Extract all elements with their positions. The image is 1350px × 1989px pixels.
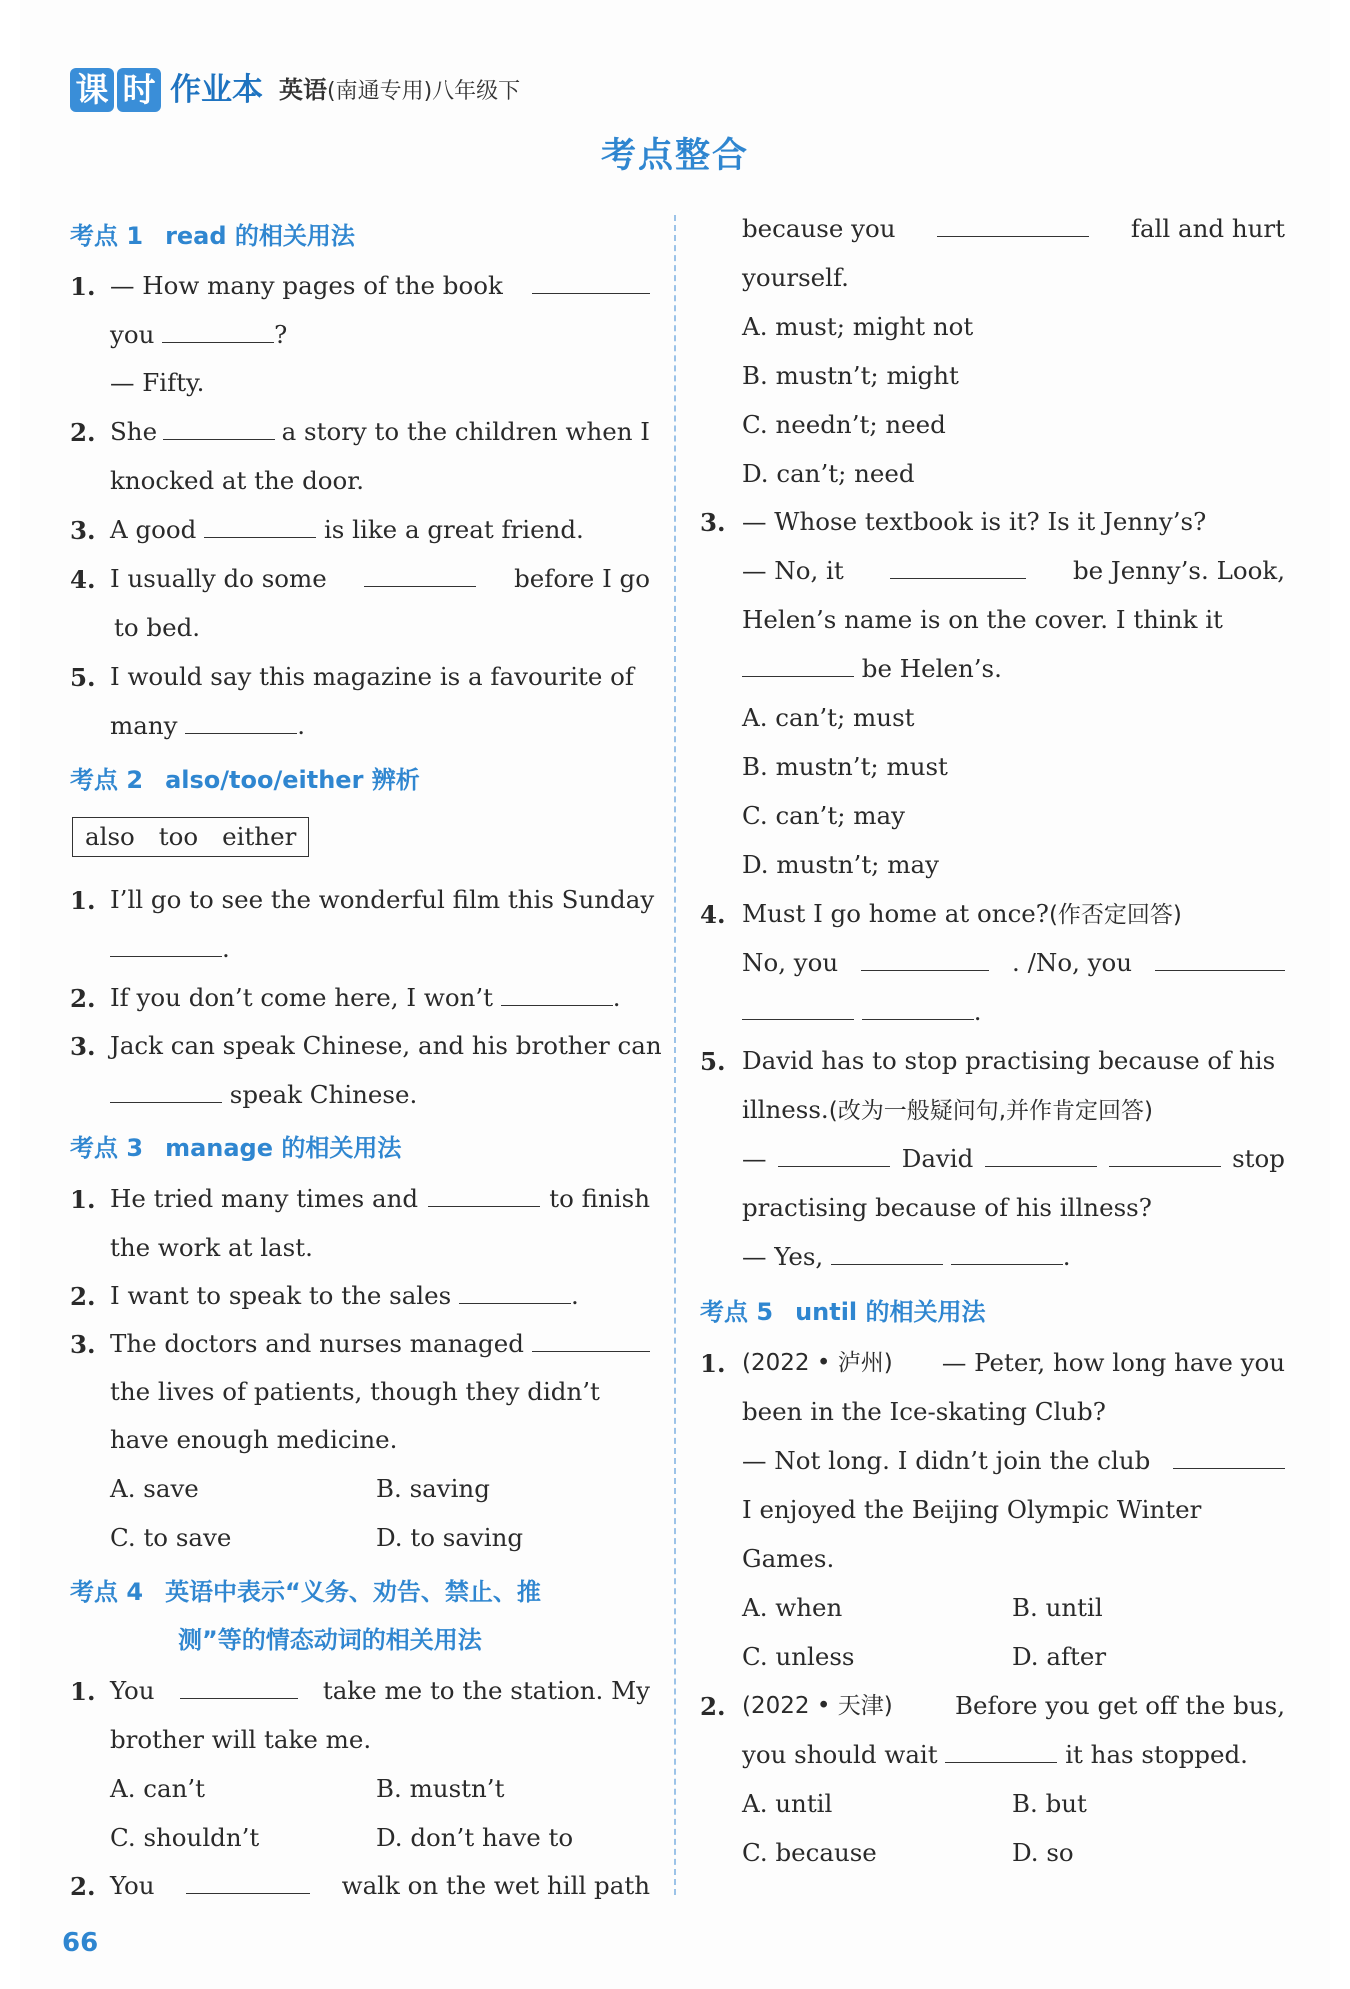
question-line: [742, 1495, 1285, 1525]
question-text: . /No, you: [1012, 948, 1133, 977]
section-number: 考点 5: [700, 1298, 774, 1326]
section-title: until 的相关用法: [795, 1298, 986, 1326]
page-title: 考点整合: [600, 136, 749, 176]
question-text: I would say this magazine is a favourite of: [110, 662, 634, 691]
answer-blank[interactable]: [862, 997, 974, 1020]
question-line: [742, 1446, 1285, 1476]
section-2-heading: [70, 760, 420, 795]
question-line: [742, 605, 1285, 635]
question-text: — No, it: [742, 556, 844, 585]
answer-blank[interactable]: [110, 934, 222, 957]
section-number: 考点 2: [70, 766, 144, 794]
question-text: Jack can speak Chinese, and his brother can: [110, 1031, 662, 1060]
answer-blank[interactable]: [180, 1676, 298, 1699]
question-text: be Jenny’s. Look,: [1072, 556, 1285, 585]
option-b[interactable]: B. mustn’t; must: [742, 752, 948, 781]
question-text: speak Chinese.: [229, 1080, 418, 1109]
question-number: 2.: [70, 984, 96, 1013]
question-text: — Yes,: [742, 1242, 824, 1271]
question-text: You: [110, 1871, 155, 1900]
answer-blank[interactable]: [185, 711, 297, 734]
answer-blank[interactable]: [1173, 1446, 1285, 1469]
logo-char-1: 课: [70, 68, 114, 112]
question-number: 3.: [700, 508, 726, 537]
question-text: it has stopped.: [1065, 1740, 1248, 1769]
question-line: [110, 662, 650, 692]
question-text: I’ll go to see the wonderful film this Sunday: [110, 885, 655, 914]
question-line: [110, 1281, 579, 1311]
section-1-heading: [70, 216, 355, 251]
answer-blank[interactable]: [951, 1242, 1063, 1265]
instruction-text: (改为一般疑问句,并作肯定回答): [828, 1098, 1153, 1124]
question-text: .: [973, 997, 982, 1026]
option-c[interactable]: C. because: [742, 1838, 877, 1867]
question-text: take me to the station. My: [322, 1676, 650, 1705]
question-number: 3.: [70, 1032, 96, 1061]
section-title: also/too/either 辨析: [165, 766, 420, 794]
logo-char-2: 时: [117, 68, 161, 112]
answer-blank[interactable]: [364, 564, 476, 587]
question-number: 5.: [700, 1047, 726, 1076]
section-title: read 的相关用法: [165, 222, 355, 250]
question-text: you should wait: [742, 1740, 938, 1769]
question-line: [742, 1046, 1285, 1076]
option-a[interactable]: A. can’t; must: [742, 703, 915, 732]
source-tag: (2022 • 天津): [742, 1693, 893, 1719]
question-line: [110, 1377, 650, 1407]
answer-blank[interactable]: [1109, 1144, 1221, 1167]
question-text: — Not long. I didn’t join the club: [742, 1446, 1151, 1475]
option-b[interactable]: B. until: [1012, 1593, 1103, 1622]
option-a[interactable]: A. must; might not: [742, 312, 974, 341]
question-text: knocked at the door.: [110, 466, 365, 495]
question-line: [742, 556, 1285, 586]
question-line: [742, 214, 1285, 244]
source-tag: (2022 • 泸州): [742, 1350, 893, 1376]
question-line: [110, 1329, 650, 1359]
answer-blank[interactable]: [1155, 948, 1285, 971]
question-text: Must I go home at once?: [742, 899, 1049, 928]
option-b[interactable]: B. but: [1012, 1789, 1087, 1818]
question-number: 5.: [70, 663, 96, 692]
question-line: [110, 885, 655, 915]
answer-blank[interactable]: [204, 515, 316, 538]
subject-name: 英语: [279, 76, 327, 104]
question-line: [110, 417, 650, 447]
option-c[interactable]: C. to save: [110, 1523, 232, 1552]
question-number: 2.: [70, 1282, 96, 1311]
section-4-heading: [70, 1572, 541, 1607]
question-text: — Whose textbook is it? Is it Jenny’s?: [742, 507, 1207, 536]
question-text: ?: [274, 320, 288, 349]
question-text: — How many pages of the book: [110, 271, 503, 300]
option-a[interactable]: A. can’t: [110, 1774, 206, 1803]
section-title: 英语中表示“义务、劝告、禁止、推: [165, 1578, 541, 1606]
option-a[interactable]: A. save: [110, 1474, 199, 1503]
question-number: 1.: [70, 1185, 96, 1214]
section-title: manage 的相关用法: [165, 1134, 402, 1162]
question-text: I usually do some: [110, 564, 327, 593]
question-number: 3.: [70, 516, 96, 545]
answer-blank[interactable]: [890, 556, 1026, 579]
question-text: stop: [1232, 1144, 1285, 1173]
option-b[interactable]: B. saving: [376, 1474, 490, 1503]
question-number: 4.: [700, 900, 726, 929]
question-line: [742, 1740, 1248, 1770]
option-d[interactable]: D. can’t; need: [742, 459, 915, 488]
answer-blank[interactable]: [937, 214, 1089, 237]
option-c[interactable]: C. shouldn’t: [110, 1823, 260, 1852]
word-bank-item: too: [158, 822, 199, 851]
question-text: David has to stop practising because of his: [742, 1046, 1276, 1075]
question-text: Helen’s name is on the cover. I think it: [742, 605, 1223, 634]
question-text: I enjoyed the Beijing Olympic Winter: [742, 1495, 1202, 1524]
question-line: [742, 1691, 1285, 1721]
question-line: [110, 1184, 650, 1214]
answer-blank[interactable]: [831, 1242, 943, 1265]
question-line: [742, 654, 1002, 684]
question-text: to finish: [549, 1184, 650, 1213]
question-line: [110, 320, 287, 350]
question-line: [110, 1031, 662, 1061]
question-text: illness.: [742, 1095, 829, 1124]
answer-blank[interactable]: [428, 1184, 540, 1207]
question-number: 1.: [700, 1349, 726, 1378]
question-text: I want to speak to the sales: [110, 1281, 452, 1310]
question-text: —: [742, 1144, 767, 1173]
logo: [70, 68, 263, 112]
column-divider: [674, 215, 676, 1895]
option-c[interactable]: C. can’t; may: [742, 801, 905, 830]
option-d[interactable]: D. after: [1012, 1642, 1107, 1671]
question-text: brother will take me.: [110, 1725, 372, 1754]
page-number: 66: [62, 1928, 99, 1958]
question-line: [110, 1871, 650, 1901]
question-text: is like a great friend.: [323, 515, 584, 544]
answer-blank[interactable]: [945, 1740, 1057, 1763]
question-number: 1.: [70, 272, 96, 301]
answer-blank[interactable]: [985, 1144, 1097, 1167]
question-number: 2.: [70, 418, 96, 447]
answer-blank[interactable]: [162, 320, 274, 343]
question-line: [742, 899, 1182, 930]
word-bank-item: either: [222, 822, 297, 851]
question-text: have enough medicine.: [110, 1425, 398, 1454]
question-number: 2.: [700, 1692, 726, 1721]
question-line: [742, 1348, 1285, 1378]
answer-blank[interactable]: [532, 1329, 650, 1352]
question-text: He tried many times and: [110, 1184, 419, 1213]
question-text: .: [222, 934, 230, 963]
question-text: Before you get off the bus,: [955, 1691, 1285, 1720]
answer-blank[interactable]: [742, 654, 854, 677]
option-c[interactable]: C. needn’t; need: [742, 410, 946, 439]
question-text: yourself.: [742, 263, 849, 292]
question-text: .: [297, 711, 306, 740]
question-text: to bed.: [114, 613, 201, 642]
answer-blank[interactable]: [163, 417, 275, 440]
option-d[interactable]: D. to saving: [376, 1523, 524, 1552]
question-text: the work at last.: [110, 1233, 313, 1262]
answer-blank[interactable]: [861, 948, 989, 971]
question-number: 1.: [70, 886, 96, 915]
answer-blank[interactable]: [778, 1144, 890, 1167]
answer-blank[interactable]: [110, 1080, 222, 1103]
question-text: .: [612, 983, 621, 1012]
option-a[interactable]: A. until: [742, 1789, 833, 1818]
question-number: 4.: [70, 565, 96, 594]
answer-blank[interactable]: [742, 997, 854, 1020]
question-text: before I go: [514, 564, 650, 593]
question-line: [742, 948, 1285, 978]
question-text: been in the Ice-skating Club?: [742, 1397, 1106, 1426]
answer-blank[interactable]: [501, 983, 613, 1006]
question-line: [110, 271, 650, 301]
question-text: The doctors and nurses managed: [110, 1329, 524, 1358]
question-line: [110, 515, 584, 545]
option-d[interactable]: D. don’t have to: [376, 1823, 574, 1852]
word-bank-item: also: [85, 822, 135, 851]
instruction-text: (作否定回答): [1048, 902, 1182, 928]
question-line: [110, 1676, 650, 1706]
answer-blank[interactable]: [532, 271, 650, 294]
book-header: [70, 62, 520, 112]
question-text: You: [110, 1676, 155, 1705]
option-a[interactable]: A. when: [742, 1593, 843, 1622]
question-text: .: [571, 1281, 579, 1310]
option-d[interactable]: D. mustn’t; may: [742, 850, 939, 879]
section-4-heading-cont: 测”等的情态动词的相关用法: [178, 1626, 482, 1654]
question-text: She: [110, 417, 158, 446]
question-number: 1.: [70, 1677, 96, 1706]
question-text: many: [110, 711, 178, 740]
option-d[interactable]: D. so: [1012, 1838, 1074, 1867]
question-line: [110, 564, 650, 594]
question-number: 3.: [70, 1330, 96, 1359]
word-bank: [72, 817, 309, 857]
question-text: David: [901, 1144, 974, 1173]
section-number: 考点 4: [70, 1578, 144, 1606]
question-line: [110, 934, 230, 964]
question-line: [110, 983, 621, 1013]
question-number: 2.: [70, 1872, 96, 1901]
question-text: If you don’t come here, I won’t: [110, 983, 493, 1012]
question-line: [742, 1144, 1285, 1174]
question-line: [742, 997, 982, 1027]
question-text: .: [1062, 1242, 1071, 1271]
question-text: practising because of his illness?: [742, 1193, 1152, 1222]
answer-text: — Fifty.: [110, 368, 205, 397]
brand-name: 作业本: [170, 72, 263, 108]
section-3-heading: [70, 1128, 401, 1163]
question-text: walk on the wet hill path: [341, 1871, 650, 1900]
subject-detail: (南通专用)八年级下: [327, 79, 521, 104]
question-text: Games.: [742, 1544, 835, 1573]
question-line: [742, 1242, 1071, 1272]
question-text: the lives of patients, though they didn’t: [110, 1377, 600, 1406]
section-number: 考点 1: [70, 222, 144, 250]
question-text: A good: [110, 515, 197, 544]
question-text: — Peter, how long have you: [941, 1348, 1285, 1377]
answer-blank[interactable]: [186, 1871, 310, 1894]
option-c[interactable]: C. unless: [742, 1642, 855, 1671]
question-text: No, you: [742, 948, 839, 977]
section-number: 考点 3: [70, 1134, 144, 1162]
question-line: [742, 1095, 1153, 1126]
question-text: fall and hurt: [1130, 214, 1285, 243]
option-b[interactable]: B. mustn’t; might: [742, 361, 959, 390]
question-text: because you: [742, 214, 896, 243]
subject-label: [279, 70, 520, 112]
question-line: [110, 711, 305, 741]
question-text: be Helen’s.: [861, 654, 1002, 683]
question-text: you: [110, 320, 155, 349]
answer-blank[interactable]: [459, 1281, 571, 1304]
option-b[interactable]: B. mustn’t: [376, 1774, 505, 1803]
question-line: [110, 1080, 417, 1110]
question-text: a story to the children when I: [281, 417, 650, 446]
section-5-heading: [700, 1292, 986, 1327]
